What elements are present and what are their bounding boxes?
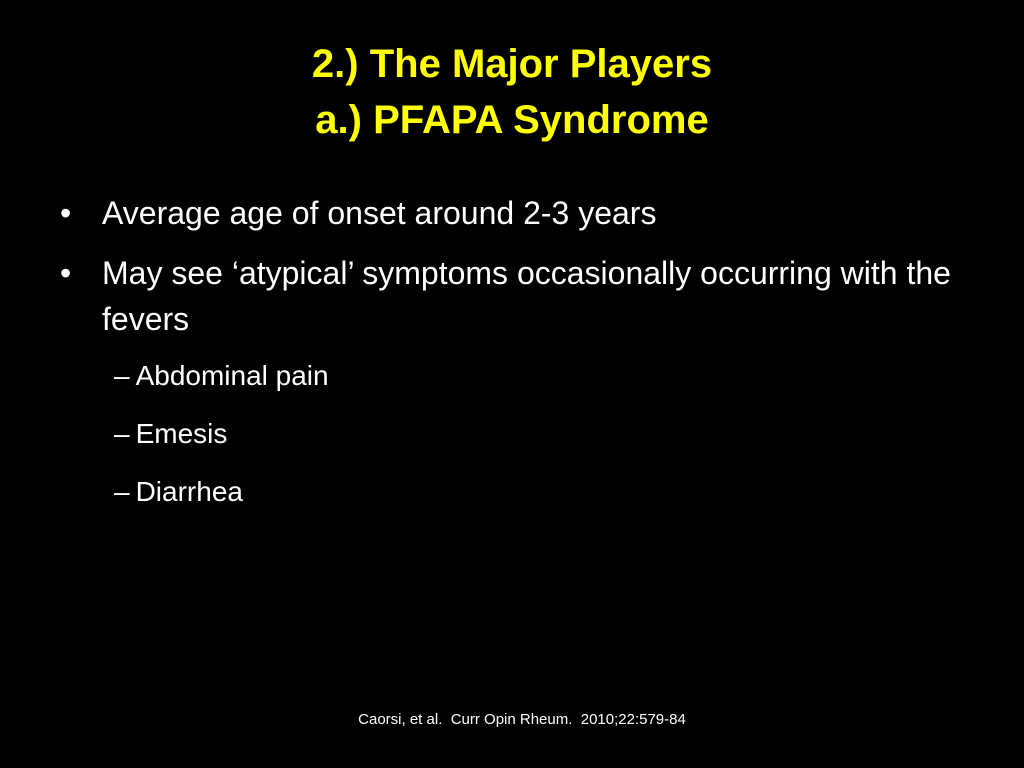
- sub-bullet-marker: –: [114, 360, 130, 391]
- sub-bullet-text: Abdominal pain: [135, 360, 329, 391]
- citation-footer: Caorsi, et al. Curr Opin Rheum. 2010;22:579-84: [358, 711, 686, 728]
- slide-title: [0, 36, 1024, 148]
- bullet-item-onset-age: [58, 190, 958, 236]
- bullet-list: [58, 190, 958, 530]
- bullet-item-atypical-symptoms: [58, 250, 958, 342]
- bullet-text: May see ‘atypical’ symptoms occasionally occurring with the fevers: [102, 255, 951, 337]
- sub-item-abdominal-pain: [114, 356, 958, 396]
- bullet-marker: •: [60, 195, 72, 231]
- bullet-marker: •: [60, 255, 72, 291]
- sub-bullet-text: Emesis: [135, 418, 228, 449]
- title-line-2: a.) PFAPA Syndrome: [315, 98, 709, 142]
- sub-bullet-list: [114, 356, 958, 512]
- sub-item-emesis: [114, 414, 958, 454]
- sub-bullet-text: Diarrhea: [135, 476, 243, 507]
- sub-item-diarrhea: [114, 472, 958, 512]
- sub-bullet-marker: –: [114, 476, 130, 507]
- title-line-1: 2.) The Major Players: [311, 42, 713, 86]
- bullet-text: Average age of onset around 2-3 years: [102, 195, 657, 231]
- sub-bullet-marker: –: [114, 418, 130, 449]
